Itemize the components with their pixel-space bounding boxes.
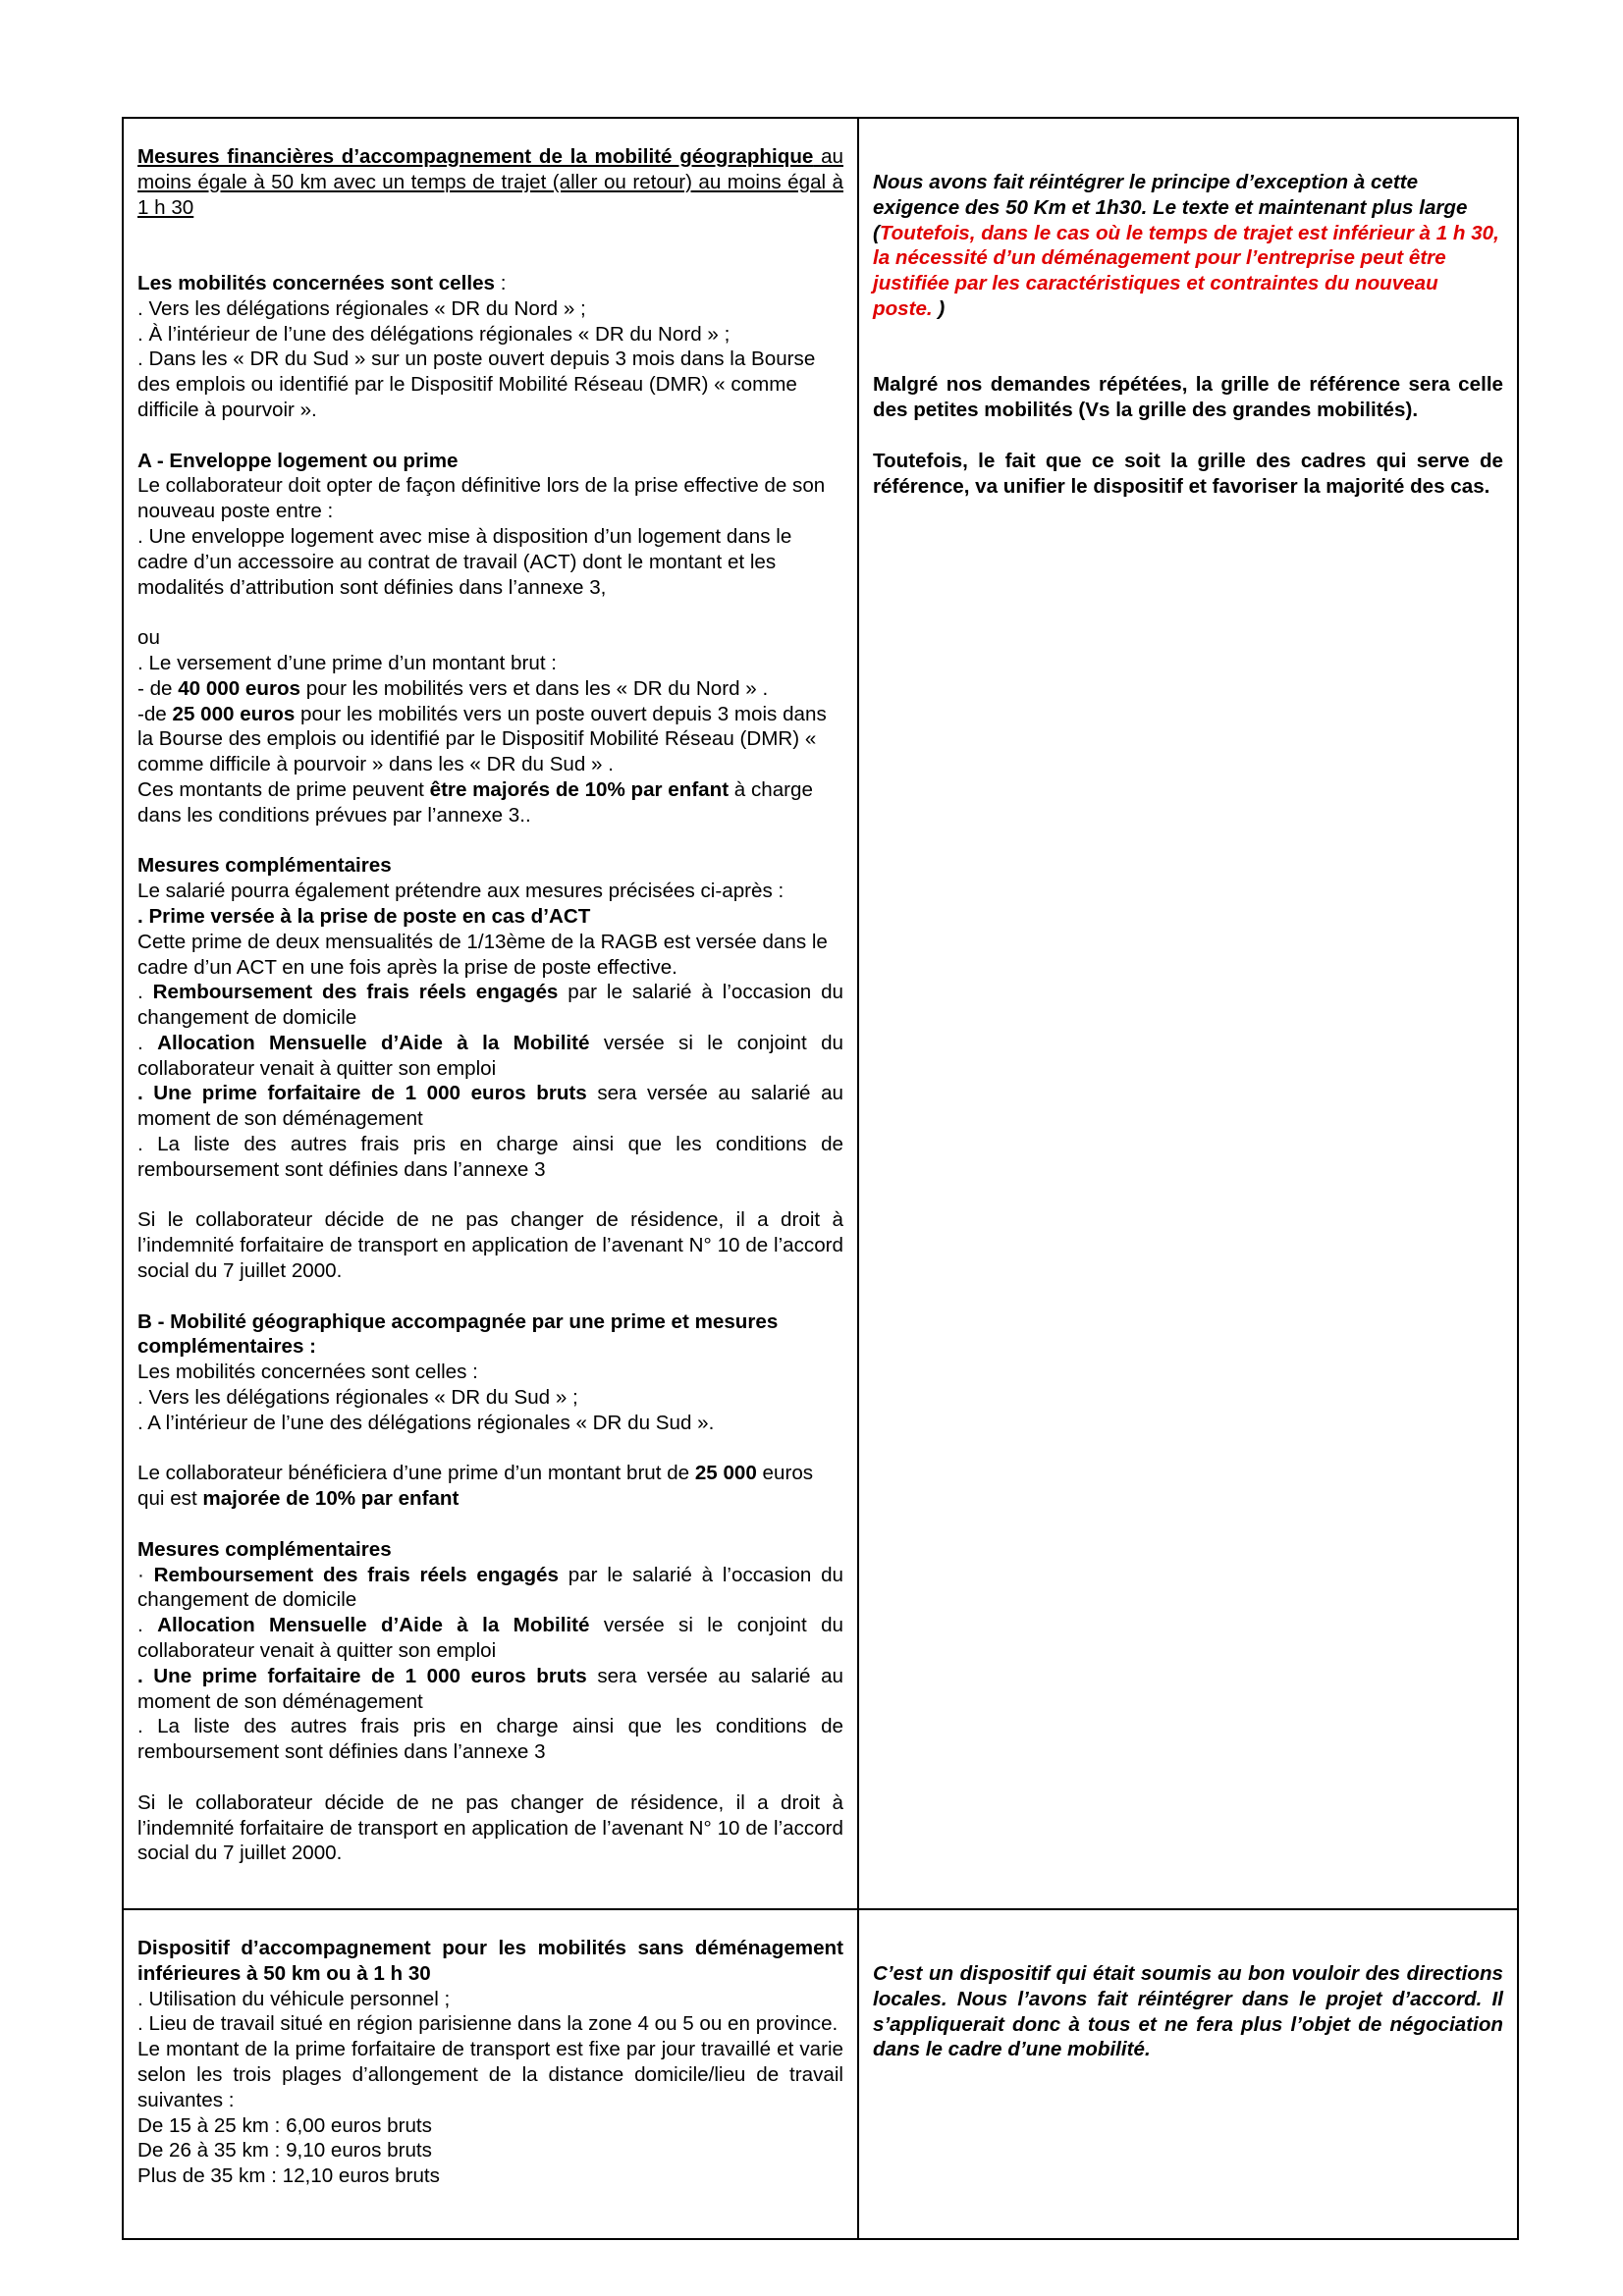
paragraph: . A l’intérieur de l’une des délégations régionales « DR du Sud ».	[137, 1411, 715, 1434]
paragraph: Les mobilités concernées sont celles :	[137, 1361, 478, 1384]
accord-text-cell	[123, 118, 858, 1909]
table-row	[123, 1909, 1518, 2239]
paragraph: Ces montants de prime peuvent être majorés de 10% par enfant à charge dans les conditions prévues par l’annexe 3..	[137, 777, 813, 827]
section-a-heading: A - Enveloppe logement ou prime	[137, 449, 459, 472]
paragraph: . Allocation Mensuelle d’Aide à la Mobilité versée si le conjoint du collaborateur venait à quitter son emploi	[137, 1614, 843, 1663]
paragraph: . Allocation Mensuelle d’Aide à la Mobilité versée si le conjoint du collaborateur venait à quitter son emploi	[137, 1031, 843, 1080]
paragraph: . Une enveloppe logement avec mise à disposition d’un logement dans le cadre d’un accessoire au contrat de travail (ACT) dont le montant et les modalités d’attribution sont définies dans l’annexe 3,	[137, 524, 792, 599]
complementary-heading: Mesures complémentaires	[137, 854, 392, 878]
concerned-item: . Vers les délégations régionales « DR du Nord » ;	[137, 296, 586, 320]
paragraph: . Vers les délégations régionales « DR du Sud » ;	[137, 1386, 578, 1410]
intro-title: Mesures financières d’accompagnement de la mobilité géographique	[137, 145, 814, 168]
paragraph: Si le collaborateur décide de ne pas changer de résidence, il a droit à l’indemnité forfaitaire de transport en application de l’avenant N° 10 de l’accord social du 7 juillet 2000.	[137, 1208, 843, 1283]
paragraph: . Une prime forfaitaire de 1 000 euros bruts sera versée au salarié au moment de son déménagement	[137, 1664, 843, 1713]
paragraph: Le collaborateur bénéficiera d’une prime d’un montant brut de 25 000 euros qui est majorée de 10% par enfant	[137, 1462, 814, 1511]
concerned-item: . Dans les « DR du Sud » sur un poste ouvert depuis 3 mois dans la Bourse des emplois ou identifié par le Dispositif Mobilité Réseau (DMR) « comme difficile à pourvoir ».	[137, 347, 816, 421]
paragraph: Le montant de la prime forfaitaire de transport est fixe par jour travaillé et varie selon les trois plages d’allongement de la distance domicile/lieu de travail suivantes :	[137, 2038, 843, 2111]
paragraph: ou	[137, 626, 160, 650]
comment-paragraph: Malgré nos demandes répétées, la grille de référence sera celle des petites mobilités (Vs la grille des grandes mobilités).	[873, 373, 1503, 422]
accord-text-cell	[123, 1909, 858, 2239]
paragraph: . Une prime forfaitaire de 1 000 euros bruts sera versée au salarié au moment de son déménagement	[137, 1082, 843, 1131]
paragraph: - de 40 000 euros pour les mobilités vers et dans les « DR du Nord » .	[137, 676, 769, 700]
concerned-heading: Les mobilités concernées sont celles :	[137, 271, 507, 294]
paragraph: Le collaborateur doit opter de façon définitive lors de la prise effective de son nouveau poste entre :	[137, 474, 826, 523]
section-heading: Dispositif d’accompagnement pour les mobilités sans déménagement inférieures à 50 km ou à 1 h 30	[137, 1937, 843, 1985]
paragraph: . Lieu de travail situé en région parisienne dans la zone 4 ou 5 ou en province.	[137, 2012, 839, 2036]
table-row	[123, 118, 1518, 1909]
comment-paragraph: Nous avons fait réintégrer le principe d’exception à cette exigence des 50 Km et 1h30. Le texte et maintenant plus large (Toutefois, dans le cas où le temps de trajet est inférieur à 1 h 30, la nécessité d’un déménagement pour l’entreprise peut être justifiée par les caractéristiques et contraintes du nouveau poste. )	[873, 171, 1499, 320]
comment-cell	[858, 118, 1518, 1909]
paragraph: Plus de 35 km : 12,10 euros bruts	[137, 2164, 440, 2188]
concerned-item: . À l’intérieur de l’une des délégations régionales « DR du Nord » ;	[137, 322, 730, 346]
intro-rest: au moins égale à 50 km avec un temps de trajet (aller ou retour) au moins égal à 1 h 30	[137, 145, 843, 219]
comment-paragraph: Toutefois, le fait que ce soit la grille des cadres qui serve de référence, va unifier le dispositif et favoriser la majorité des cas.	[873, 449, 1503, 498]
paragraph: Si le collaborateur décide de ne pas changer de résidence, il a droit à l’indemnité forfaitaire de transport en application de l’avenant N° 10 de l’accord social du 7 juillet 2000.	[137, 1790, 843, 1865]
paragraph: De 26 à 35 km : 9,10 euros bruts	[137, 2139, 432, 2163]
paragraph: . Remboursement des frais réels engagés par le salarié à l’occasion du changement de domicile	[137, 981, 843, 1030]
paragraph: -de 25 000 euros pour les mobilités vers un poste ouvert depuis 3 mois dans la Bourse des emplois ou identifié par le Dispositif Mobilité Réseau (DMR) « comme difficile à pourvoir » dans les « DR du Sud » .	[137, 702, 827, 776]
paragraph: . La liste des autres frais pris en charge ainsi que les conditions de remboursement sont définies dans l’annexe 3	[137, 1715, 843, 1764]
paragraph: . Utilisation du véhicule personnel ;	[137, 1987, 451, 2010]
comment-paragraph: C’est un dispositif qui était soumis au bon vouloir des directions locales. Nous l’avons fait réintégrer dans le projet d’accord. Il s’appliquerait donc à tous et ne fera plus l’objet de négociation dans le cadre d’une mobilité.	[873, 1962, 1503, 2061]
paragraph: . La liste des autres frais pris en charge ainsi que les conditions de remboursement sont définies dans l’annexe 3	[137, 1133, 843, 1181]
paragraph: · Remboursement des frais réels engagés par le salarié à l’occasion du changement de domicile	[137, 1563, 843, 1612]
paragraph: De 15 à 25 km : 6,00 euros bruts	[137, 2113, 432, 2137]
paragraph: Le salarié pourra également prétendre aux mesures précisées ci-après :	[137, 880, 784, 903]
paragraph: . Prime versée à la prise de poste en cas d’ACT	[137, 904, 591, 928]
comment-cell	[858, 1909, 1518, 2239]
section-b-heading: B - Mobilité géographique accompagnée par une prime et mesures complémentaires :	[137, 1309, 779, 1359]
intro-paragraph	[137, 144, 843, 220]
complementary-heading: Mesures complémentaires	[137, 1537, 392, 1561]
comparison-table	[122, 117, 1519, 2240]
paragraph: Cette prime de deux mensualités de 1/13ème de la RAGB est versée dans le cadre d’un ACT en une fois après la prise de poste effective.	[137, 930, 828, 979]
paragraph: . Le versement d’une prime d’un montant brut :	[137, 651, 557, 674]
